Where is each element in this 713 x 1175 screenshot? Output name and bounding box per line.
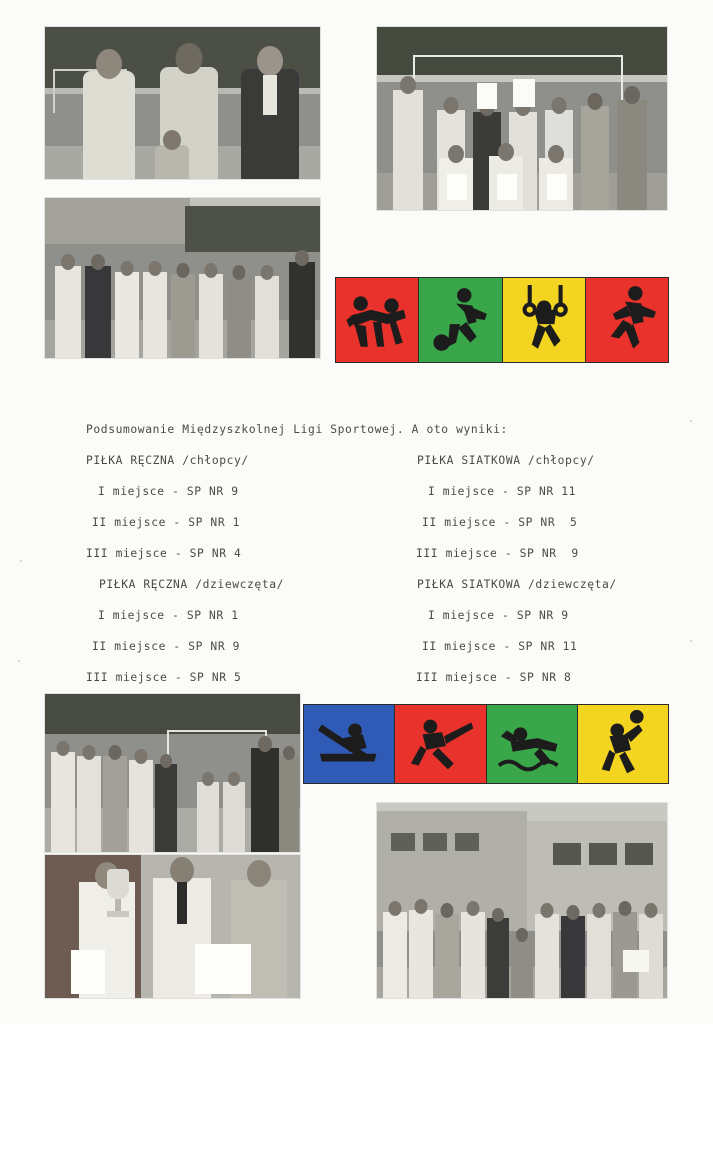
scan-speck [690,420,692,422]
result-line: III miejsce - SP NR 5 [86,671,242,684]
pictogram-cell-swimming [487,705,578,783]
running-icon [586,278,668,362]
result-line: III miejsce - SP NR 8 [416,671,572,684]
scan-speck [20,560,22,562]
result-line: I miejsce - SP NR 1 [98,609,239,622]
photo-award-line-up [45,198,320,358]
intro-line: Podsumowanie Międzyszkolnej Ligi Sportowej. A oto wyniki: [86,423,508,436]
pictogram-cell-fencing [395,705,486,783]
result-line: III miejsce - SP NR 9 [416,547,579,560]
person [241,69,299,179]
volleyball-icon [578,705,668,783]
photo-group-by-building [377,803,667,998]
section-title-volleyball-boys: PIŁKA SIATKOWA /chłopcy/ [417,454,595,467]
football-icon [419,278,501,362]
result-line: II miejsce - SP NR 1 [92,516,241,529]
fencing-icon [395,705,485,783]
swimming-icon [487,705,577,783]
result-line: II miejsce - SP NR 11 [422,640,578,653]
photo-boys-with-trophy [45,855,300,998]
canoe-icon [304,705,394,783]
wrestling-icon [336,278,418,362]
section-title-volleyball-girls: PIŁKA SIATKOWA /dziewczęta/ [417,578,617,591]
section-title-handball-girls: PIŁKA RĘCZNA /dziewczęta/ [99,578,285,591]
photo-three-men [45,27,320,179]
pictogram-strip-bottom [303,704,669,784]
result-line: III miejsce - SP NR 4 [86,547,242,560]
scan-speck [690,640,692,642]
pictogram-cell-wrestling [336,278,419,362]
photo-ceremony-field [45,694,300,852]
section-title-handball-boys: PIŁKA RĘCZNA /chłopcy/ [86,454,249,467]
result-line: I miejsce - SP NR 9 [428,609,569,622]
person [83,71,135,179]
scan-speck [18,660,20,662]
person [155,145,189,179]
pictogram-cell-gymnastics-rings [503,278,586,362]
result-line: I miejsce - SP NR 11 [428,485,577,498]
pictogram-cell-running [586,278,668,362]
result-line: II miejsce - SP NR 5 [422,516,578,529]
pictogram-cell-volleyball [578,705,668,783]
photo-team-with-diplomas-goal [377,27,667,210]
gymnastics-rings-icon [503,278,585,362]
pictogram-strip-top [335,277,669,363]
pictogram-cell-football [419,278,502,362]
pictogram-cell-canoe [304,705,395,783]
result-line: II miejsce - SP NR 9 [92,640,241,653]
result-line: I miejsce - SP NR 9 [98,485,239,498]
